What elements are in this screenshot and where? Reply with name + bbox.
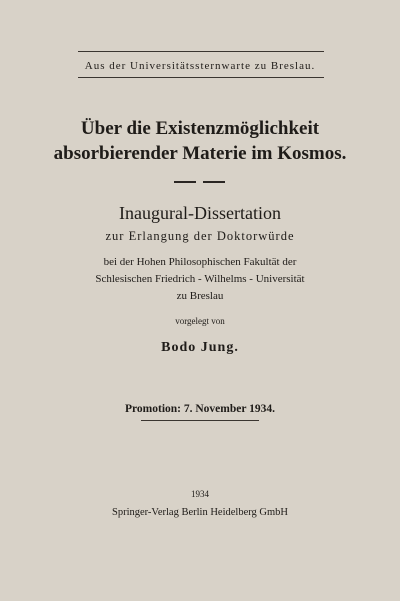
divider-left <box>174 181 196 183</box>
title-line-1: Über die Existenzmöglichkeit <box>80 118 320 139</box>
faculty-line-1: bei der Hohen Philosophischen Fakultät der <box>103 256 297 268</box>
divider-right <box>203 181 225 183</box>
header-top-rule <box>78 51 324 52</box>
faculty-line-2: Schlesischen Friedrich - Wilhelms - Universität <box>95 273 305 285</box>
dissertation-heading: Inaugural-Dissertation <box>119 203 281 223</box>
author-name: Bodo Jung. <box>161 340 239 355</box>
publisher: Springer-Verlag Berlin Heidelberg GmbH <box>111 507 288 518</box>
presented-by: vorgelegt von <box>175 316 225 326</box>
faculty-line-3: zu Breslau <box>176 290 224 302</box>
promotion-underline <box>141 420 259 421</box>
promotion-date: Promotion: 7. November 1934. <box>124 403 275 415</box>
institute-header: Aus der Universitätssternwarte zu Breslau. <box>84 60 316 72</box>
title-line-2: absorbierender Materie im Kosmos. <box>53 143 347 164</box>
dissertation-subheading: zur Erlangung der Doktorwürde <box>105 229 295 243</box>
imprint-year: 1934 <box>191 489 209 499</box>
header-bottom-rule <box>78 77 324 78</box>
